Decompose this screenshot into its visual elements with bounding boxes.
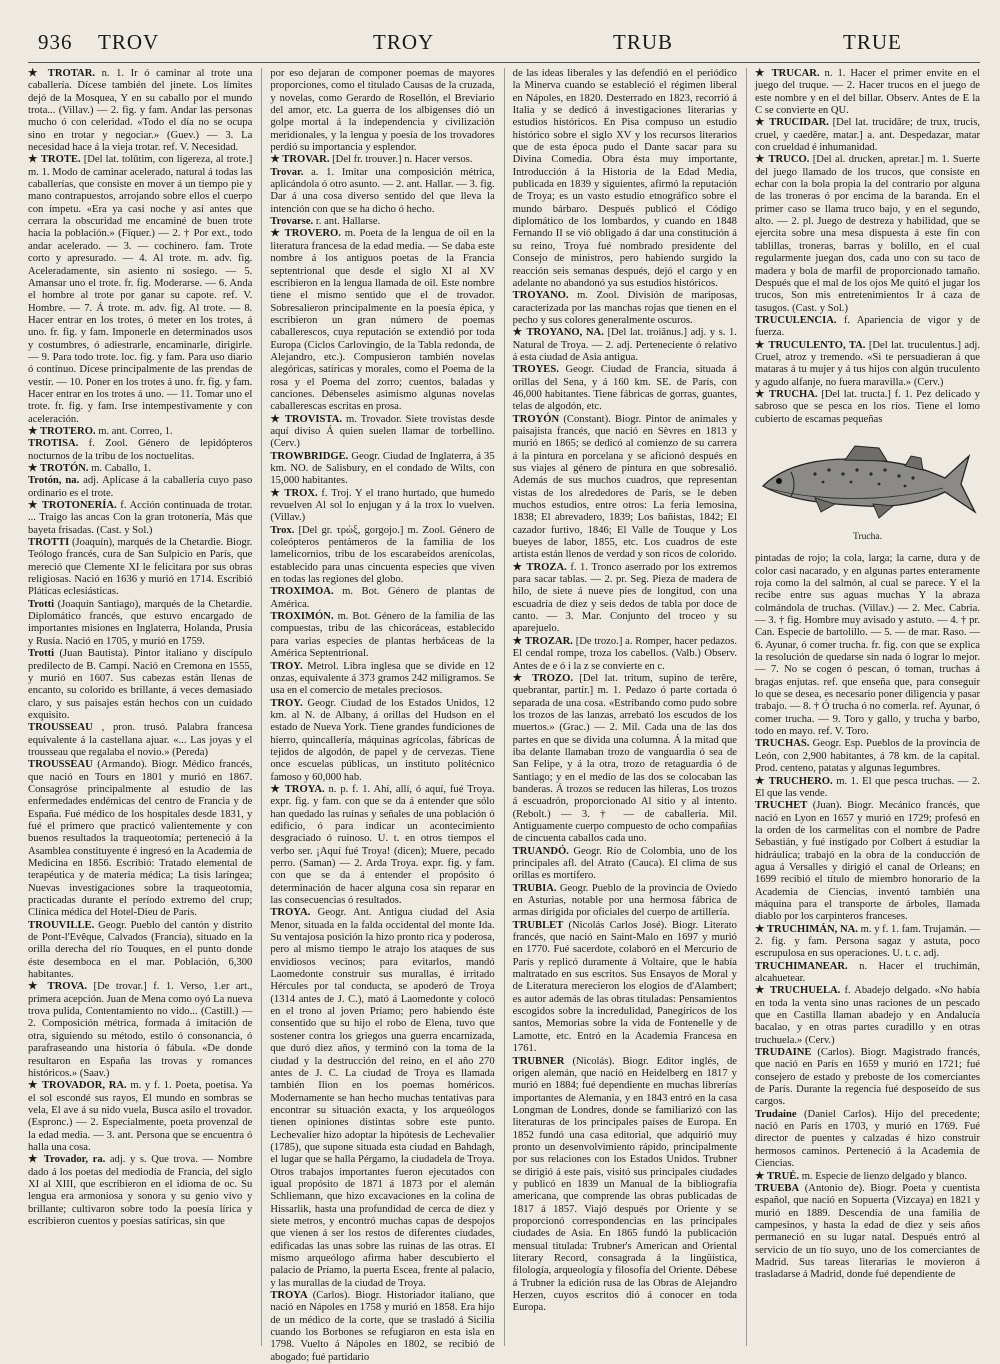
entry-definition: (Nicolás Carlos José). Biogr. Literato francés, que nació en Saint-Malo en 1697 y murió en 1770. Fué sacerdote, colaboró en el Mercurio de París y replicó duramente á Voltaire, que le había maltratado en sus escritos. Sus Ensayos de Moral y de Literatura merecieron los elogios de d'Alambert; es autor además de las obras tituladas: Pensamientos escogidos sobre la incredulidad, Panegíricos de los santos, Memorias sobre la vida de Fontenelle y de Lamotte, etc. Entró en la Academia Francesa en 1761. — [512, 919, 737, 1055]
entry-headword: ★ TROVAR. — [270, 154, 330, 166]
entry-headword: Trotón, na. — [28, 475, 80, 487]
entry-headword: ★ TROTÓN. — [28, 463, 89, 474]
entry-definition: m. ant. Correo, 1. — [98, 425, 173, 437]
entry-headword: TRUCULENCIA. — [754, 314, 837, 326]
dictionary-entry — [270, 784, 494, 907]
entry-definition: [Del al. drucken, apretar.] m. 1. Suerte del juego llamado de los trucos, que consiste en echar con la bola propia la del contrario por alguna de las troneras ó por encima de la baranda. En el primer caso se llama truco bajo, y en el segundo, alto. — 2. pl. Juego de destreza y habilidad, que se ejercita sobre una mesa dispuesta á este fin con tablillas, troneras, barras y bolillo, en el cual regularmente juegan dos, cada uno con su taco de madera y bola de marfil de proporcionado tamaño. Después que el mal de los ojos Me quitó el jugar los trucos, Son mis entretenimientos Ir á caza de tasugos. (Cast. y Sol.) — [754, 154, 980, 314]
entry-headword: TROUSSEAU — [28, 722, 93, 734]
dictionary-entry — [513, 1056, 737, 1315]
entry-headword: ★ TRUCHIMÁN, NA. — [754, 923, 858, 935]
page-number: 936 — [38, 30, 73, 54]
entry-definition: (Carlos). Biogr. Historiador italiano, que nació en Nápoles en 1758 y murió en 1858. Era hijo de un médico de la corte, que se trasladó á Sicilia cuando los Borbones se refugiaron en esta isla en 1798. Vuelto á Nápoles en 1802, se recibió de abogado; fué partidario — [270, 1290, 495, 1363]
entry-headword: TRUCHET — [754, 800, 808, 812]
entry-headword: TRUBLET — [512, 919, 564, 931]
entry-definition: n. 1. Ir ó caminar al trote una caballería. Dícese también del jinete. Los límites dejó de la Mosquea, Y en su caballo por el mundo trota... (Villav.) — 2. fig. y fam. Andar las personas mucho ó con celeridad. «Todo el día no se ocupa sino en trotar y negociar.» (Guev.) — 3. La necesidad hace á la vieja trotar. ref. V. Necesidad. — [28, 68, 253, 154]
entry-definition: [Del fr. trouver.] n. Hacer versos. — [332, 154, 473, 166]
entry-headword: TROY. — [270, 660, 303, 672]
entry-definition: (Joaquín), marqués de la Chetardie. Biogr. Teólogo francés, cura de San Sulpicio en París, que mereció que Clemente XI le felicitara por sus obras religiosas. Nació en 1636 y murió en 1714. Escribió Pláticas eclesiásticas. — [28, 537, 253, 598]
entry-definition: (Constant). Biogr. Pintor de animales y paisajista francés, que nació en Sèvres en 1813 y murió en 1865; se dedicó al comienzo de su carrera á la pintura en porcelana y se aficionó después en sus viajes al género de pintura en que sobresalió. Además de sus muchos cuadros, que representan vistas de los alrededores de París, se le deben muchos estudios, entre otros: La feria lemosina, 1838; El abrevadero, 1839; Los bañistas, 1842; El cazador furtivo, 1846; El Valle de Touque y Los bueyes de labor, 1855, etc. Los cuadros de este artista están llenos de verdad y son ricos de colorido. — [512, 413, 737, 561]
entry-definition: Metrol. Libra inglesa que se divide en 12 onzas, equivalente á 373 gramos 242 miligramos. Se usa en el comercio de metales preciosos. — [270, 660, 495, 697]
trout-illustration-icon — [755, 434, 980, 529]
dictionary-entry — [755, 389, 980, 426]
entry-headword: ★ TROZO. — [512, 672, 574, 684]
entry-definition: adj. Aplícase á la caballería cuyo paso ordinario es el trote. — [28, 475, 253, 499]
entry-definition: a. 1. Imitar una composición métrica, aplicándola ó otro asunto. — 2. ant. Hallar. — 3. fig. Dar á una cosa diverso sentido del que lleva la intención con que se ha dicho ó hecho. — [270, 166, 495, 215]
figure-caption: Trucha. — [853, 531, 882, 542]
entry-headword: TROYÓN — [512, 413, 560, 425]
dictionary-entry — [755, 1171, 980, 1183]
entry-headword: TROUSSEAU — [28, 759, 93, 771]
entry-headword: ★ TROYANO, NA. — [512, 327, 604, 339]
entry-headword: ★ TROTONERÍA. — [28, 500, 117, 512]
guide-word-4: TRUE — [843, 30, 902, 54]
dictionary-entry — [755, 154, 980, 314]
entry-headword: TRUDAINE — [754, 1047, 812, 1059]
entry-headword: TROYANO. — [512, 290, 569, 302]
dictionary-entry — [28, 1080, 252, 1154]
entry-headword: ★ TROVA. — [28, 981, 88, 993]
entry-definition: f. Apariencia de vigor y de fuerza. — [754, 314, 980, 339]
entry-definition: Geogr. Pueblo del cantón y distrito de Pont-l'Evêque, Calvados (Francia), situado en la orilla derecha del río Touques, en el punto donde éste desemboca en el mar. Población, 6,300 habitantes. — [28, 919, 253, 981]
dictionary-entry — [28, 759, 252, 919]
dictionary-entry — [28, 426, 252, 438]
entry-definition: Geogr. Pueblo de la provincia de Oviedo en Asturias, notable por una hermosa fábrica de armas dirigida por oficiales del cuerpo de artillería. — [512, 882, 737, 919]
entry-definition: f. Acción continuada de trotar. ... Traigo las ancas Con la gran trotonería, Más que bayeta frisadas. (Cast. y Sol.) — [28, 500, 253, 536]
entry-headword: TRUCHIMANEAR. — [754, 960, 848, 972]
entry-definition: (Juan). Biogr. Mecánico francés, que nació en Lyon en 1657 y murió en 1729; profesó en la orden de los carmelitas con el nombre de Padre Sebastián, y fué instigado por Colbert á estudiar la hidráulica; trabajó en la obra de la conducción de agua á Versalles y dirigió el canal de Orleans; en 1699 recibió el título de miembro honorario de la Academia de Ciencias, inventó también una máquina para el transporte de árboles, llamada diablo por los carpinteros franceses. — [754, 800, 980, 923]
guide-word-3: TRUB — [613, 30, 674, 54]
entry-headword: ★ TROTE. — [28, 154, 81, 166]
dictionary-entry — [28, 599, 252, 648]
dictionary-entry — [513, 364, 737, 413]
entry-headword: ★ Trovador, ra. — [28, 1154, 106, 1166]
dictionary-entry — [755, 800, 980, 923]
entry-definition: n. Hacer el truchimán, alcahuetear. — [754, 960, 980, 984]
dictionary-entry — [28, 537, 252, 599]
entry-headword: ★ TRUCHUELA. — [754, 985, 841, 997]
entry-headword: ★ TRUCAR. — [754, 68, 820, 79]
entry-headword: TRUEBA — [754, 1182, 800, 1194]
dictionary-entry — [28, 500, 252, 537]
entry-definition: (Juan Bautista). Pintor italiano y discípulo predilecto de B. Campi. Nació en Cremona en 1555, y murió en 1607. Sus cabezas están llenas de encanto, su colorido es brillante, á veces demasiado claro, y sus paisajes están hechos con un cuidado exquisito. — [28, 648, 253, 721]
dictionary-entry — [513, 327, 737, 364]
entry-definition: pintadas de rojo; la cola, larga; la carne, dura y de color casi nacarado, y en algunas partes enteramente roja como la del salmón, al cual se parece. Y el la recibe entre sus aguas muchas Y la abraza colmándola de truchas. (Villav.) — 2. Mec. Cabria. — 3. † fig. Hombre muy avisado y astuto. — 4. † pr. Can. Especie de bartolillo. — 5. — de mar. Raso. — 6. Ayunar, ó comer trucha. fr. fig. con que se explica la resolución de quedarse sin nada ó lograr lo mejor. — 7. No se cogen ó pescan, ó toman, truchas á bragas enjutas. ref. que enseña que, para conseguir lo que se desea, es necesario poner diligencia y pasar trabajo. — 8. † Ó trucha ó no comerla. ref. Ayunar, ó comer trucha. — 9. Toro y gallo, y trucha y barbo, todo en mayo. ref. V. Toro. — [754, 553, 980, 738]
entry-definition: , pron. trusó. Palabra francesa equivalente á la castellana ajuar. «... Las joyas y el trousseau que regalaba el novio.» (Pereda) — [28, 722, 253, 758]
entry-definition: m. Zool. División de mariposas, caracterizada por las manchas rojas que tienen en el pecho y sus colores generalmente oscuros. — [512, 290, 737, 326]
entry-definition: Geogr. Esp. Pueblos de la provincia de León, con 2,900 habitantes, á 78 km. de la capital. Prod. centeno, patatas y algunas legumbres. — [754, 738, 980, 775]
column-2 — [261, 68, 495, 1363]
dictionary-entry — [270, 611, 494, 660]
dictionary-entry — [270, 216, 494, 228]
entry-definition: (Joaquín Santiago), marqués de la Chetardie. Diplomático francés, que estuvo encargado de importantes misiones en Inglaterra, Holanda, Prusia y Rusia. Nació en 1705, y murió en 1759. — [28, 598, 253, 647]
entry-headword: TRUBIA. — [512, 882, 557, 894]
entry-headword: ★ TRUCHERO. — [754, 775, 833, 787]
dictionary-entry — [270, 661, 494, 698]
entry-headword: ★ TRUCHA. — [754, 388, 818, 400]
dictionary-entry — [755, 68, 980, 117]
entry-headword: TROWBRIDGE. — [270, 450, 349, 462]
entry-headword: ★ TROX. — [270, 487, 318, 499]
entry-headword: TROXIMÓN. — [270, 611, 334, 623]
entry-headword: TRUANDÓ. — [512, 845, 569, 857]
entry-definition: n. 1. Hacer el primer envite en el juego del truque. — 2. Hacer trucos en el juego de este nombre y en el del billar. Observ. Antes de E la C se convierte en QU. — [754, 68, 980, 117]
entry-headword: Trovarse. — [270, 216, 314, 228]
dictionary-entry — [755, 315, 980, 340]
dictionary-entry — [755, 924, 980, 961]
entry-definition: (Armando). Biogr. Médico francés, que nació en Tours en 1801 y murió en 1867. Consagróse principalmente al estudio de las enfermedades endémicas del centro de Francia y de España. Fué médico de los hospitales desde 1831, y fué el primero que practicó valientemente y con buenos resultados la traqueotomía; perteneció á la Asamblea constituyente é ingresó en la Academia de Medicina en 1856. Escribió: Tratado elemental de terapéutica y de materia médica; La tisis laríngea; Nuevas investigaciones sobre la traqueotomía, practicadas durante el período extremo del crup; Clínica médica del Hotel-Dieu de París. — [28, 759, 253, 919]
entry-definition: (Daniel Carlos). Hijo del precedente; nació en París en 1703, y murió en 1769. Fué director de puentes y calzadas é hizo construir hermosos caminos. Perteneció á la Academia de Ciencias. — [754, 1108, 980, 1170]
entry-definition: [Del lat. truculentus.] adj. Cruel, atroz y tremendo. «Si te persuadieran á que mataras á tu mujer y á tus hijos con algún truculento y agudo alfanje, no fuera maravilla.» (Cerv.) — [754, 339, 980, 388]
dictionary-entry — [28, 981, 252, 1080]
entry-definition: (Nicolás). Biogr. Editor inglés, de origen alemán, que nació en Heidelberg en 1817 y murió en 1884; fué dependiente en muchas librerías importantes de Alemania, y en 1843 entró en la casa Longman de Londres, donde se familiarizó con las literaturas de los principales países de Europa. En 1852 fundó una casa editorial, que adquirió muy pronto un desenvolvimiento rápido, principalmente por sus relaciones con los Estados Unidos. Trubner se dirigió á este país, visitó sus principales ciudades y publicó en 1839 un Manual de la bibliografía americana, que comprende las obras publicadas de 1817 á 1857. Viajó después por Oriente y se proporcionó correspondencias en las principales ciudades de Asia. En 1865 fundó la publicación mensual titulada: Trubner's American and Oriental literary Record, consagrada á la lingüística, filología, arqueología y filosofía del Oriente. Débese á Trubner la edición rusa de las Obras de Alejandro Herzen, cuyos escritos dió á conocer en toda Europa. — [512, 1055, 737, 1314]
dictionary-entry — [28, 438, 252, 463]
dictionary-entry — [755, 340, 980, 389]
entry-headword: ★ TROTERO. — [28, 425, 96, 437]
guide-word-2: TROY — [373, 30, 435, 54]
entry-headword: TROXIMOA. — [270, 586, 334, 598]
dictionary-entry — [513, 636, 737, 673]
dictionary-entry — [28, 463, 252, 475]
entry-definition: Geogr. Ciudad de Francia, situada á orillas del Sena, y á 160 km. SE. de París, con 46,000 habitantes. Tiene fábricas de gorras, guantes, telas de algodón, etc. — [512, 364, 737, 413]
entry-definition: m. 1. El que pesca truchas. — 2. El que las vende. — [754, 775, 980, 799]
entry-definition: (Carlos). Biogr. Magistrado francés, que nació en París en 1659 y murió en 1721; fué consejero de estado y preboste de los comerciantes de París. Durante la regencia fué desposeído de sus cargos. — [754, 1047, 980, 1108]
entry-definition: [Del gr. τρώξ, gorgojo.] m. Zool. Género de coleópteros pentámeros de la familia de los lamelicornios, tribu de los escarabeídos arenícolas, establecido para unas cincuenta especies que viven en todas las regiones del globo. — [270, 524, 495, 586]
entry-headword: TROYA. — [270, 907, 311, 919]
column-4 — [746, 68, 980, 1346]
entry-definition: Geogr. Ciudad de Inglaterra, á 35 km. NO. de Salisbury, en el condado de Wilts, con 15,000 habitantes. — [270, 450, 495, 487]
entry-definition: f. Zool. Género de lepidópteros nocturnos de la tribu de los noctuelitas. — [28, 438, 253, 462]
column-3 — [504, 68, 737, 1346]
entry-definition: [De trovar.] f. 1. Verso, 1.er art., primera acepción. Juan de Mena como oyó La nueva trova pulida, Contentamiento no vido... (Castill.) — 2. Composición métrica, formada á imitación de otra, siguiendo su método, estilo ó consonancia, ó parafraseando una historia ó fábula. «De donde resultaron en España las trovas y romances históricos.» (Saav.) — [28, 981, 253, 1079]
entry-definition: (Antonio de). Biogr. Poeta y cuentista español, que nació en Sopuerta (Vizcaya) en 1821 y murió en 1889. Descendía de una familia de campesinos, y hasta la edad de diez y seis años permaneció en su lugar natal. Después entró al servicio de un tío suyo, uno de los comerciantes de Madrid. Sus tareas literarias le movieron á trasladarse á Madrid, donde fué dependiente de — [754, 1182, 980, 1281]
entry-headword: TROYA — [270, 1290, 308, 1302]
page-header — [28, 28, 980, 63]
entry-definition: m. Especie de lienzo delgado y blanco. — [801, 1170, 968, 1182]
entry-definition: m. Trovador. Siete trovistas desde aquí diviso Á quien suelen llamar de torbellino. (Cerv.) — [270, 413, 495, 450]
dictionary-entry — [755, 553, 980, 738]
entry-headword: TROYES. — [512, 364, 559, 376]
entry-headword: ★ TRUCO. — [754, 154, 810, 166]
dictionary-entry — [513, 562, 737, 636]
entry-headword: TROY. — [270, 697, 303, 709]
entry-definition: m. Bot. Género de la familia de las compuestas, tribu de las chicoráceas, establecido para varias especies de plantas herbáceas de la América Septentrional. — [270, 611, 495, 660]
entry-definition: m. Bot. Género de plantas de América. — [270, 586, 495, 610]
entry-headword: ★ TROTAR. — [28, 68, 95, 79]
dictionary-entry — [755, 776, 980, 801]
entry-definition: [Del lat. tolūtim, con ligereza, al trote.] m. 1. Modo de caminar acelerado, natural á todas las caballerías, que consiste en mover á un tiempo pie y mano contrapuestos, arrojando sobre ellos el cuerpo con ímpetu. «Era ya casi noche y así antes que cerrara la obscuridad me encaminé de buen trote hacia la población.» (Fiquer.) — 2. † Por ext., todo andar acelerado. — 3. — cochinero. fam. Trote corto y apresurado. — 4. Al trote. m. adv. fig. Aceleradamente, sin asiento ni sosiego. — 5. Amansar uno el trote. fr. fig. Moderarse. — 6. Anda el hombre al trote por ganar su capote. ref. V. Hombre. — 7. Á trote. m. adv. fig. Al trote. — 8. Hacer entrar en los trotes, ó meter en los trotes, á uno. fr. fig. y fam. Imponerle en determinados usos y costumbres, ó adiestrarle, encaminarle, dirigirle. — 9. Para todo trote. loc. fig. y fam. Para uso diario ó continuo. Dícese principalmente de las prendas de vestir. — 10. Poner en los trotes á uno. fr. fig. y fam. Hacer entrar en los trotes á uno. — 11. Tomar uno el trote. fr. fig. y fam. Irse intempestivamente y con aceleración. — [28, 154, 253, 425]
dictionary-entry — [513, 673, 737, 846]
column-1 — [28, 68, 252, 1346]
entry-definition: Geogr. Ant. Antigua ciudad del Asia Menor, situada en la falda occidental del monte Ida. Su ventajosa posición la hizo pronto rica y poderosa, pero al mismo tiempo le atrajo los ataques de sus envidiosos vecinos; para evitarlos, mandó Laomedonte construir sus murallas, é irritado Hércules por tal conducta, se apoderó de Troya (1314 antes de J. C.), mató á Laomedonte y colocó en el trono al joven Príamo; pero habiendo éste consentido que su hijo el robo de Elena, tuvo que sostener contra los griegos una guerra encarnizada, que duró diez años, y terminó con la toma de la ciudad y la destrucción del reino, en el año 270 antes de J. C. La ciudad de Troya es llamada también Ilion en los poemas homéricos. Modernamente se han hecho muchas tentativas para encontrar su situación exacta, y los arqueólogos tienen opiniones distintas sobre este punto. Lechevalier hizo adoptar la hipótesis de Lechevalier (1785), que supone situada esta ciudad en Bahdagh, el lugar que se halla Pérgamo, la ciudadela de Troya. Otros trabajos importantes fueron ejecutados con igual propósito de 1871 á 1873 por el alemán Schliemann, que hizo excavaciones en la colina de Hissarlik, hasta una profundidad de cerca de diez y siete metros, y encontró muchas capas de despojos que vienen á ser los restos de diferentes ciudades, edificadas las unas sobre las ruinas de las otras. El mismo arqueólogo afirma haber descubierto el palacio de Príamo, la puerta Escea, frente al palacio, y las murallas de la ciudad de Troya. — [270, 907, 495, 1289]
entry-definition: m. Poeta de la lengua de oil en la literatura francesa de la edad media. — Se daba este nombre á los antiguos poetas de la Francia septentrional que desde el siglo XI al XV escribieron en la lengua llamada de oil. Este nombre tiene el mismo sentido que el de trovador. Sobresalieron principalmente en la poesía épica, y escribieron un gran número de poemas caballerescos, cuya reputación se extendió por toda Europa (Ciclos Carlovingio, de la Tabla redonda, de Alejandro, etc.). Compusieron también novelas alegóricas, satíricas y morales, como el Poema de la rosa y el Poema del zorro; cuentos, baladas y canciones. Débenseles asimismo algunas novelas caballerescas escritas en prosa. — [270, 228, 495, 413]
entry-definition: m. Caballo, 1. — [91, 463, 151, 474]
dictionary-entry — [270, 228, 494, 413]
trout-figure — [755, 434, 980, 543]
dictionary-entry — [755, 961, 980, 986]
dictionary-entry — [513, 68, 737, 290]
entry-headword: ★ TRUCIDAR. — [754, 117, 829, 129]
dictionary-entry — [28, 475, 252, 500]
dictionary-entry — [28, 1154, 252, 1228]
entry-definition: [Del lat. tritum, supino de terĕre, quebrantar, partir.] m. 1. Pedazo ó parte cortada ó separada de una cosa. «Estribando como pudo sobre los trozos de las lanzas, arrebató los escudos de los muertos.» (Grac.) — 2. Mil. Cada una de las dos partes en que se divida una columna. Á la mitad que iba delante llamaban trozo de vanguardia ó sea de San Felipe, y á la otra, trozo de retaguardia ó de Santiago; y en el medio de las dos se colocaban las banderas. Á trozos se reducen las hileras, Los trozos á escuadrón, proporcionado Al sitio y al intento. (Rebolt.) — 3. † — de caballería. Mil. Antiguamente cuerpo compuesto de ocho compañías de cincuenta caballos cada uno. — [512, 672, 737, 845]
dictionary-entry — [270, 167, 494, 216]
entry-headword: ★ TROZAR. — [512, 635, 573, 647]
entry-headword: Trovar. — [270, 166, 304, 178]
text-columns — [28, 68, 980, 1363]
entry-definition: n. p. f. 1. Ahí, allí, ó aquí, fué Troya. expr. fig. y fam. con que se da á entender que sólo han quedado las ruinas y señales de una población ó edificio, ó para indicar un acontecimiento desgraciado ó ruinoso. U. t. en otros tiempos el verbo ser. ¡Aquí fué Troya! (dicen); Muere, pecado perro. (Saman) — 2. Arda Troya. expr. fig. y fam. con que se da á entender el propósito ó determinación de hacer alguna cosa sin reparar en las consecuencias ó resultados. — [270, 783, 495, 907]
entry-definition: de las ideas liberales y las defendió en el periódico la Minerva cuando se estableció el régimen liberal en Nápoles, en 1820. Desterrado en 1823, recorrió á Italia y se dedicó á investigaciones literarias y estudios históricos. En Pisa compuso un estudio histórico sobre el siglo XV y los recursos literarios que de esta época pudo el Dante sacar para su Divina Comedia. Obra ésta muy importante, Introducción á la Historia de la Edad Media, publicada en 1839 y siguientes, afirmó la reputación de Troya; es un vasto estudio etnográfico sobre el mundo bárbaro. Después publicó el Código diplomático de los lombardos, y cuando en 1848 Fernando II se vió obligado á dar una constitución á su reino, Troya fué nombrado presidente del Consejo de ministros, pero habiendo surgido la reacción seis semanas después, dejó el cargo y en adelante no abandonó ya sus estudios históricos. — [512, 68, 737, 289]
entry-headword: ★ TROVISTA. — [270, 413, 343, 425]
entry-headword: ★ TRUCULENTO, TA. — [754, 339, 866, 351]
entry-definition: r. ant. Hallarse. — [315, 216, 381, 228]
entry-headword: Trotti — [28, 648, 55, 660]
entry-definition: Geogr. Ciudad de los Estados Unidos, 12 km. al N. de Albany, á orillas del Hudson en el estado de Nueva York. Tiene grandes fundiciones de hierro, quincallería, máquinas agrícolas, fábricas de tejidos de algodón, de papel y de cervezas. Tiene once escuelas públicas, un instituto politécnico famoso y 60,000 hab. — [270, 697, 495, 783]
dictionary-entry — [513, 883, 737, 920]
guide-word-1: TROV — [98, 30, 160, 54]
entry-definition: [Del lat. trucidāre; de trux, trucis, cruel, y caedĕre, matar.] a. ant. Despedazar, matar con crueldad é inhumanidad. — [754, 117, 980, 154]
dictionary-entry — [28, 68, 252, 154]
dictionary-entry — [755, 985, 980, 1047]
entry-headword: ★ TROVADOR, RA. — [28, 1080, 127, 1092]
dictionary-entry — [28, 154, 252, 426]
dictionary-entry — [270, 525, 494, 587]
entry-definition: [De trozo.] a. Romper, hacer pedazos. El cendal rompe, troza los cabellos. (Valb.) Observ. Antes de e ó i la z se convierte en c. — [512, 635, 737, 672]
entry-definition: m. y f. 1. fam. Trujamán. — 2. fig. y fam. Persona sagaz y astuta, poco escrupulosa en sus operaciones. U. t. c. adj. — [754, 923, 980, 960]
dictionary-entry — [270, 907, 494, 1290]
dictionary-entry — [513, 846, 737, 883]
dictionary-entry — [513, 290, 737, 327]
entry-definition: f. Troj. Y el trano hurtado, que humedo revuelven Al sol lo enjugan y á la trox lo vuelven. (Villav.) — [270, 487, 495, 524]
dictionary-entry — [270, 586, 494, 611]
entry-definition: [Del lat. troiānus.] adj. y s. 1. Natural de Troya. — 2. adj. Perteneciente ó relativo á esta ciudad de Asia antigua. — [512, 327, 737, 363]
dictionary-entry — [755, 738, 980, 775]
dictionary-entry — [755, 1183, 980, 1282]
dictionary-entry — [28, 648, 252, 722]
entry-definition: adj. y s. Que trova. — Nombre dado á los poetas del mediodía de Francia, del siglo XI al XIII, que escribieron en el idioma de oc. Su lengua era armoniosa y sonora y su genio vivo y brillante; cultivaron sobre todo la poesía lírica y escribieron cuentos y poesías satíricas, sin que — [28, 1154, 253, 1227]
entry-definition: m. y f. 1. Poeta, poetisa. Ya el sol escondé sus rayos, El mundo en sombras se vela, El ave á su nido vuela, Busca asilo el trovador. (Espronc.) — 2. Especialmente, poeta provenzal de la edad media. — 3. ant. Persona que se encuentra ó halla una cosa. — [28, 1080, 253, 1153]
dictionary-entry — [270, 68, 494, 154]
dictionary-entry — [755, 1047, 980, 1109]
entry-headword: TROTISA. — [28, 438, 79, 450]
entry-headword: ★ TRUÉ. — [754, 1170, 800, 1182]
entry-headword: ★ TROYA. — [270, 783, 325, 795]
entry-headword: TRUBNER — [512, 1055, 565, 1067]
dictionary-entry — [755, 117, 980, 154]
entry-headword: Trotti — [28, 598, 55, 610]
entry-definition: [Del lat. tructa.] f. 1. Pez delicado y sabroso que se pesca en los ríos. Tiene el lomo cubierto de escamas pequeñas — [754, 388, 980, 425]
entry-headword: TROUVILLE. — [28, 919, 95, 931]
entry-headword: ★ TROVERO. — [270, 228, 341, 240]
dictionary-entry — [28, 722, 252, 759]
entry-definition: Geogr. Río de Colombia, uno de los principales afl. del Atrato (Cauca). El clima de sus orillas es mortífero. — [512, 845, 737, 882]
entry-definition: f. 1. Tronco aserrado por los extremos para sacar tablas. — 2. pr. Seg. Pieza de madera de hilo, de siete á nueve pies de longitud, con una escuadría de diez y seis dedos de tabla por doce de canto. — 3. Mar. Conjunto del troceo y su aparejuelo. — [512, 561, 737, 635]
entry-headword: ★ TROZA. — [512, 561, 567, 573]
dictionary-entry — [513, 414, 737, 562]
dictionary-entry — [513, 920, 737, 1056]
entry-headword: TROTTI — [28, 537, 70, 549]
dictionary-entry — [28, 920, 252, 982]
entry-headword: Trudaine — [754, 1108, 797, 1120]
entry-definition: f. Abadejo delgado. «No había en toda la venta sino unas raciones de un pescado que en Castilla llaman abadejo y en Andalucía bacalao, y en otras partes curadillo y en otras truchuela.» (Cerv.) — [754, 985, 980, 1046]
dictionary-entry — [755, 1109, 980, 1171]
dictionary-entry — [270, 488, 494, 525]
dictionary-entry — [270, 698, 494, 784]
dictionary-entry — [270, 1290, 494, 1364]
dictionary-entry — [270, 154, 494, 166]
entry-definition: por eso dejaran de componer poemas de mayores proporciones, como el titulado Causas de la cruzada, y novelas, como Gerardo de Rosellón, el Breviario del amor, etc. La guerra de los albigenses dió un golpe mortal á la independencia y civilización meridionales, y la lengua y poesía de los trovadores perdió su importancia y esplendor. — [270, 68, 495, 154]
dictionary-entry — [270, 451, 494, 488]
entry-headword: TRUCHAS. — [754, 738, 810, 750]
entry-headword: Trox. — [270, 524, 295, 536]
dictionary-entry — [270, 414, 494, 451]
